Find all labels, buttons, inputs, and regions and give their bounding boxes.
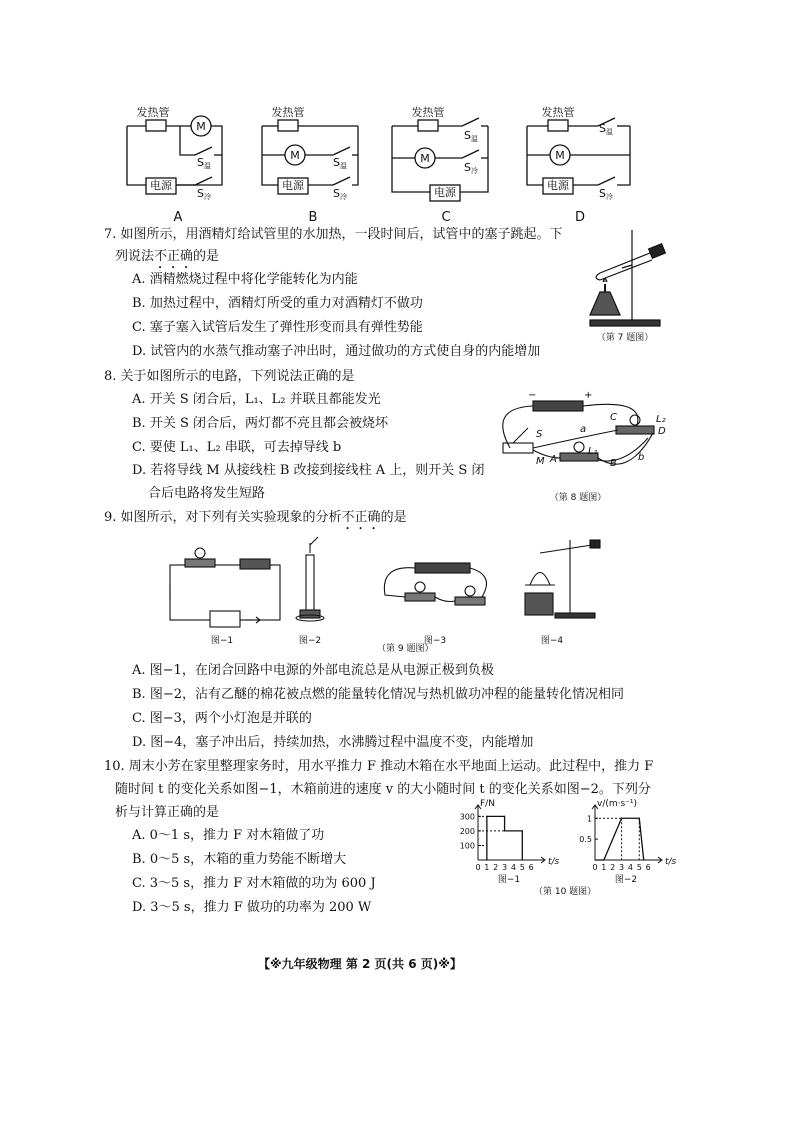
q8-label-b: B xyxy=(610,458,617,469)
x-tick-label: 5 xyxy=(636,863,642,872)
series-line xyxy=(595,818,644,860)
x-tick-label: 2 xyxy=(493,863,499,872)
q8-option-b: B. 开关 S 闭合后，两灯都不亮且都会被烧坏 xyxy=(132,416,388,431)
q9-figures xyxy=(160,525,620,655)
x-tick-label: 0 xyxy=(475,863,481,872)
q9-stem-emphasis: 不正确 xyxy=(341,510,381,525)
q8-label-a: A xyxy=(550,454,557,465)
q8-label-c: C xyxy=(610,412,617,423)
q10-option-c: C. 3～5 s，推力 F 对木箱做的功为 600 J xyxy=(132,876,376,891)
circuit-diagrams xyxy=(0,0,794,230)
heater-label-d: 发热管 xyxy=(541,106,575,119)
heater-label-b: 发热管 xyxy=(271,106,305,119)
q8-label-l2: L₂ xyxy=(656,414,666,425)
q9-option-d: D. 图−4，塞子冲出后，持续加热，水沸腾过程中温度不变，内能增加 xyxy=(132,735,534,750)
q7-option-d: D. 试管内的水蒸气推动塞子冲出时，通过做功的方式使自身的内能增加 xyxy=(132,344,541,359)
q7-option-a: A. 酒精燃烧过程中将化学能转化为内能 xyxy=(132,272,358,287)
power-label-c: 电源 xyxy=(434,186,456,199)
motor-label-c: M xyxy=(420,152,430,165)
q7-stem-line2 xyxy=(115,248,219,272)
q10-stem-line1: 10. 周末小芳在家里整理家务时，用水平推力 F 推动木箱在水平地面上运动。此过程中，推力 F xyxy=(104,759,654,774)
x-tick-label: 4 xyxy=(510,863,516,872)
x-tick-label: 3 xyxy=(502,863,508,872)
q8-option-d: D. 若将导线 M 从接线柱 B 改接到接线柱 A 上，则开关 S 闭 xyxy=(132,463,485,478)
x-tick-label: 5 xyxy=(519,863,525,872)
q8-caption: （第 8 题图） xyxy=(549,493,607,503)
x-axis-label: t/s xyxy=(548,857,560,867)
power-label-b: 电源 xyxy=(282,179,304,192)
q9-option-a: A. 图−1，在闭合回路中电源的外部电流总是从电源正极到负极 xyxy=(132,663,494,678)
data-point xyxy=(504,816,505,817)
motor-label-d: M xyxy=(555,149,565,162)
series-line xyxy=(487,816,522,860)
q7-stem-line1: 7. 如图所示，用酒精灯给试管里的水加热，一段时间后，试管中的塞子跳起。下 xyxy=(104,227,563,242)
x-tick-label: 6 xyxy=(645,863,651,872)
x-tick-label: 1 xyxy=(601,863,607,872)
heater-label-a: 发热管 xyxy=(136,106,170,119)
x-tick-label: 2 xyxy=(610,863,616,872)
data-point xyxy=(594,859,595,860)
q10-option-b: B. 0～5 s，木箱的重力势能不断增大 xyxy=(132,852,347,867)
x-tick-label: 4 xyxy=(627,863,633,872)
option-label-d: D xyxy=(574,210,586,225)
q8-label-l1: L₁ xyxy=(588,446,598,457)
q8-label-s: S xyxy=(536,429,543,440)
force-time-chart xyxy=(450,800,560,890)
switch-cold-label-c: S冷 xyxy=(464,161,478,175)
q10-option-d: D. 3～5 s，推力 F 做功的功率为 200 W xyxy=(132,900,372,915)
q8-label-plus: + xyxy=(584,390,593,401)
data-point xyxy=(522,859,523,860)
power-label-a: 电源 xyxy=(150,179,172,192)
q7-stem-prefix: 列说法 xyxy=(115,249,155,264)
option-label-c: C xyxy=(441,210,451,225)
q8-option-d-cont: 合后电路将发生短路 xyxy=(148,486,266,501)
x-axis-label: t/s xyxy=(665,857,677,867)
chart-title: 图−1 xyxy=(497,875,521,885)
q8-label-m: M xyxy=(536,456,545,467)
switch-cold-label-a: S冷 xyxy=(197,187,211,201)
q8-figure xyxy=(488,388,688,508)
q8-option-c: C. 要使 L₁、L₂ 串联，可去掉导线 b xyxy=(132,440,342,455)
q10-caption: （第 10 题图） xyxy=(534,887,597,897)
data-point xyxy=(486,859,487,860)
q9-option-c: C. 图−3，两个小灯泡是并联的 xyxy=(132,711,312,726)
q9-fig4-label: 图−4 xyxy=(540,636,564,646)
motor-label-a: M xyxy=(196,120,206,133)
switch-cold-label-b: S冷 xyxy=(333,187,347,201)
q9-fig1-label: 图−1 xyxy=(210,636,234,646)
switch-warm-label-b: S温 xyxy=(333,156,347,170)
switch-cold-label-d: S冷 xyxy=(599,187,613,201)
q10-option-a: A. 0～1 s，推力 F 对木箱做了功 xyxy=(132,828,325,843)
q8-label-a-wire: a xyxy=(580,424,587,435)
y-tick-label: 100 xyxy=(459,841,475,851)
q7-stem-emphasis: 不正确 xyxy=(154,249,194,264)
q9-caption: （第 9 题图） xyxy=(377,644,434,654)
q10-stem-line3: 析与计算正确的是 xyxy=(115,805,220,820)
x-tick-label: 3 xyxy=(619,863,625,872)
y-tick-label: 200 xyxy=(459,826,475,836)
q9-stem-suffix: 的是 xyxy=(380,510,407,525)
chart-title: 图−2 xyxy=(614,875,638,885)
velocity-time-chart xyxy=(565,800,685,890)
q8-stem: 8. 关于如图所示的电路，下列说法正确的是 xyxy=(104,369,355,384)
q8-label-minus: − xyxy=(528,390,537,401)
motor-label-b: M xyxy=(290,149,300,162)
switch-warm-label-a: S温 xyxy=(197,156,211,170)
heater-label-c: 发热管 xyxy=(411,106,445,119)
q10-stem-line2: 随时间 t 的变化关系如图−1，木箱前进的速度 v 的大小随时间 t 的变化关系如图−2。下列分 xyxy=(115,782,651,797)
q9-fig2-label: 图−2 xyxy=(298,636,322,646)
q8-option-a: A. 开关 S 闭合后，L₁、L₂ 并联且都能发光 xyxy=(132,392,381,407)
data-point xyxy=(643,859,644,860)
option-label-b: B xyxy=(308,210,318,225)
page-footer: 【※九年级物理 第 2 页(共 6 页)※】 xyxy=(258,957,462,971)
y-tick-label: 300 xyxy=(459,812,475,822)
q8-label-b-wire: b xyxy=(638,452,645,463)
y-axis-label: F/N xyxy=(480,799,495,809)
option-label-a: A xyxy=(173,210,183,225)
switch-warm-label-c: S温 xyxy=(464,129,478,143)
data-point xyxy=(504,830,505,831)
y-tick-label: 1 xyxy=(586,814,592,824)
q7-option-b: B. 加热过程中，酒精灯所受的重力对酒精灯不做功 xyxy=(132,296,423,311)
q7-figure xyxy=(570,220,690,343)
y-tick-label: 0.5 xyxy=(579,835,592,845)
q9-fig3-label: 图−3 xyxy=(423,636,447,646)
power-label-d: 电源 xyxy=(547,179,569,192)
q9-option-b: B. 图−2，沾有乙醚的棉花被点燃的能量转化情况与热机做功冲程的能量转化情况相同 xyxy=(132,687,624,702)
x-tick-label: 6 xyxy=(528,863,534,872)
data-point xyxy=(522,830,523,831)
y-axis-label: v/(m·s⁻¹) xyxy=(597,799,638,809)
q9-stem-prefix: 9. 如图所示，对下列有关实验现象的分析 xyxy=(104,510,342,525)
x-tick-label: 1 xyxy=(484,863,490,872)
q7-caption: （第 7 题图） xyxy=(596,333,654,343)
q7-stem-suffix: 的是 xyxy=(193,249,220,264)
q7-option-c: C. 塞子塞入试管后发生了弹性形变而具有弹性势能 xyxy=(132,320,423,335)
q8-label-d: D xyxy=(658,426,666,437)
x-tick-label: 0 xyxy=(592,863,598,872)
switch-warm-label-d: S温 xyxy=(599,122,613,136)
data-point xyxy=(603,859,604,860)
